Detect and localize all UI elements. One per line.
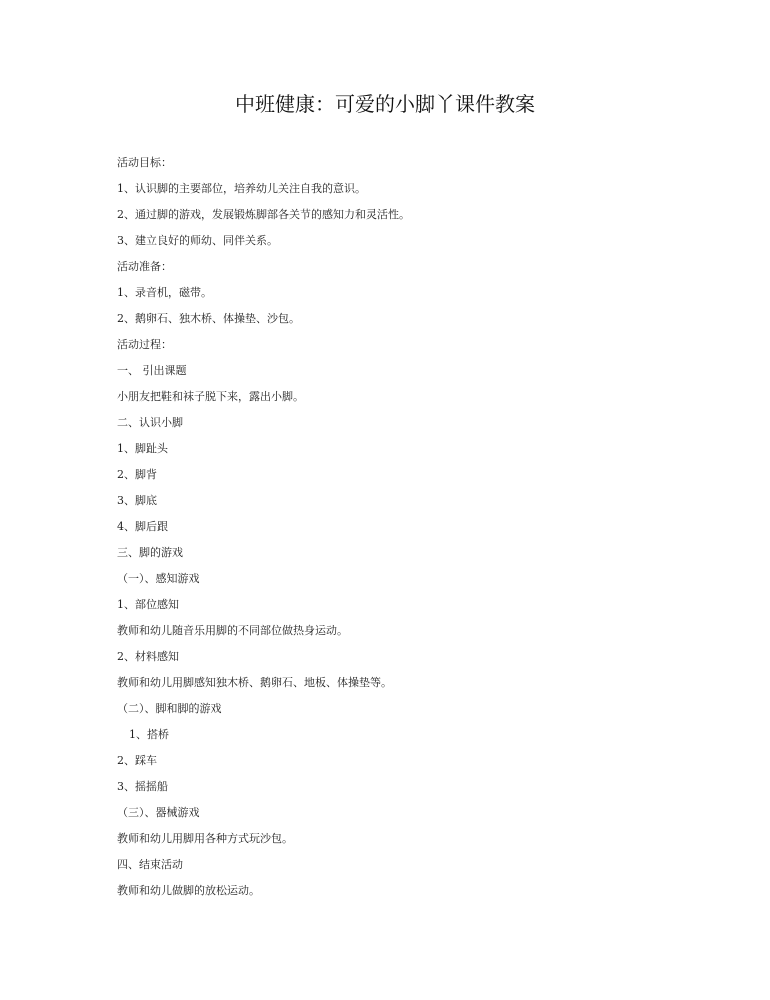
- preparation-item: 1、录音机，磁带。: [117, 286, 212, 299]
- section-heading-process: 活动过程：: [117, 338, 172, 351]
- process-item: 1、搭桥: [129, 728, 169, 741]
- process-text: 教师和幼儿用脚感知独木桥、鹅卵石、地板、体操垫等。: [117, 676, 392, 689]
- game-subheading: （三）、器械游戏: [117, 806, 200, 819]
- document-body: [117, 150, 677, 904]
- section-heading-goals: 活动目标：: [117, 156, 172, 169]
- section-heading-preparation: 活动准备：: [117, 260, 172, 273]
- process-step-heading: 一、 引出课题: [117, 364, 187, 377]
- process-item: 1、脚趾头: [117, 442, 168, 455]
- process-item: 1、部位感知: [117, 598, 179, 611]
- process-item: 3、脚底: [117, 494, 157, 507]
- process-step-heading: 四、结束活动: [117, 858, 183, 871]
- process-step-heading: 二、认识小脚: [117, 416, 183, 429]
- game-subheading: （一）、感知游戏: [117, 572, 200, 585]
- process-item: 2、材料感知: [117, 650, 179, 663]
- process-text: 教师和幼儿用脚用各种方式玩沙包。: [117, 832, 293, 845]
- document-title: 中班健康：可爱的小脚丫课件教案: [235, 92, 535, 116]
- preparation-item: 2、鹅卵石、独木桥、体操垫、沙包。: [117, 312, 300, 325]
- process-item: 3、摇摇船: [117, 780, 168, 793]
- goal-item: 2、通过脚的游戏，发展锻炼脚部各关节的感知力和灵活性。: [117, 208, 410, 221]
- process-text: 教师和幼儿随音乐用脚的不同部位做热身运动。: [117, 624, 348, 637]
- process-item: 2、踩车: [117, 754, 157, 767]
- game-subheading: （二）、脚和脚的游戏: [117, 702, 222, 715]
- process-text: 教师和幼儿做脚的放松运动。: [117, 884, 260, 897]
- goal-item: 3、建立良好的师幼、同伴关系。: [117, 234, 278, 247]
- goal-item: 1、认识脚的主要部位，培养幼儿关注自我的意识。: [117, 182, 366, 195]
- process-text: 小朋友把鞋和袜子脱下来，露出小脚。: [117, 390, 304, 403]
- process-step-heading: 三、脚的游戏: [117, 546, 183, 559]
- process-item: 4、脚后跟: [117, 520, 168, 533]
- process-item: 2、脚背: [117, 468, 157, 481]
